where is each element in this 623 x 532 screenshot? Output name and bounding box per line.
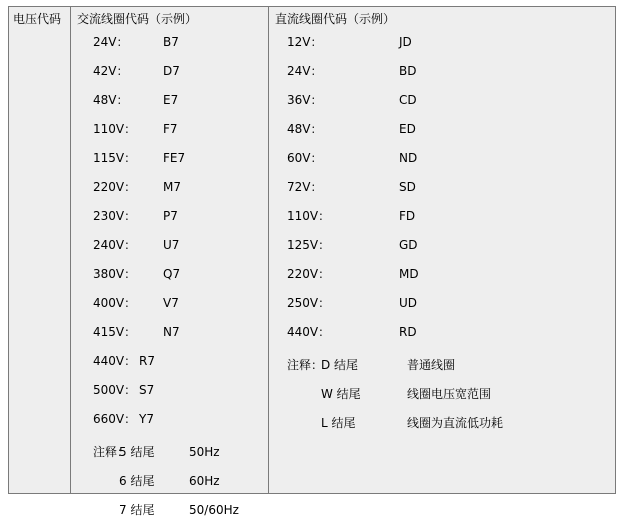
- note-row: [269, 358, 615, 387]
- ac-column-header: 交流线圈代码（示例）: [77, 12, 198, 26]
- dc-code: CD: [399, 93, 417, 107]
- dc-note-key: L 结尾: [321, 416, 356, 430]
- note-row: [71, 474, 268, 503]
- table-row: [71, 412, 268, 441]
- ac-voltage: 400V：: [93, 296, 137, 310]
- table-row: [71, 35, 268, 64]
- table-row: [71, 354, 268, 383]
- table-row: [269, 209, 615, 238]
- dc-code: BD: [399, 64, 417, 78]
- table-row: [269, 325, 615, 354]
- ac-voltage: 110V：: [93, 122, 137, 136]
- table-row: [269, 35, 615, 64]
- ac-note-value: 50/60Hz: [189, 503, 239, 517]
- table-row: [269, 64, 615, 93]
- dc-note-value: 线圈为直流低功耗: [407, 416, 504, 430]
- table-row: [71, 93, 268, 122]
- table-row: [71, 383, 268, 412]
- voltage-column: [9, 7, 71, 493]
- ac-code: P7: [163, 209, 178, 223]
- table-row: [71, 238, 268, 267]
- dc-voltage: 440V：: [287, 325, 331, 339]
- ac-note-key: 6 结尾: [119, 474, 155, 488]
- table-row: [269, 238, 615, 267]
- dc-row-list: [269, 35, 615, 354]
- dc-code: GD: [399, 238, 418, 252]
- dc-note-value: 普通线圈: [407, 358, 456, 372]
- ac-note-key: 7 结尾: [119, 503, 155, 517]
- table-row: [71, 180, 268, 209]
- ac-voltage: 48V：: [93, 93, 129, 107]
- dc-code: FD: [399, 209, 416, 223]
- table-row: [269, 296, 615, 325]
- table-row: [71, 64, 268, 93]
- ac-voltage: 660V：: [93, 412, 137, 426]
- dc-note-key: W 结尾: [321, 387, 361, 401]
- ac-row-list: [71, 35, 268, 441]
- ac-voltage: 500V：: [93, 383, 137, 397]
- dc-voltage: 220V：: [287, 267, 331, 281]
- table-row: [269, 122, 615, 151]
- ac-code: F7: [163, 122, 178, 136]
- dc-voltage: 48V：: [287, 122, 323, 136]
- ac-code: B7: [163, 35, 179, 49]
- dc-note-value: 线圈电压宽范围: [407, 387, 492, 401]
- ac-code: Y7: [139, 412, 154, 426]
- dc-code: SD: [399, 180, 416, 194]
- dc-column-header: 直流线圈代码（示例）: [275, 12, 396, 26]
- coil-code-table: [8, 6, 616, 517]
- ac-code: S7: [139, 383, 155, 397]
- dc-code: MD: [399, 267, 419, 281]
- table-row: [269, 267, 615, 296]
- ac-voltage: 220V：: [93, 180, 137, 194]
- note-row: [71, 445, 268, 474]
- dc-voltage: 250V：: [287, 296, 331, 310]
- table-row: [71, 267, 268, 296]
- dc-coil-column: [269, 7, 615, 493]
- ac-code: M7: [163, 180, 181, 194]
- dc-notes-label: 注释：: [287, 358, 324, 372]
- ac-notes: [71, 445, 268, 532]
- ac-code: Q7: [163, 267, 181, 281]
- table-row: [269, 180, 615, 209]
- note-row: [269, 416, 615, 445]
- dc-code: ED: [399, 122, 416, 136]
- ac-note-key: 5 结尾: [119, 445, 155, 459]
- table-row: [71, 325, 268, 354]
- voltage-column-header: 电压代码: [13, 12, 62, 26]
- ac-voltage: 440V：: [93, 354, 137, 368]
- ac-voltage: 230V：: [93, 209, 137, 223]
- table-row: [71, 209, 268, 238]
- dc-voltage: 72V：: [287, 180, 323, 194]
- table-row: [71, 296, 268, 325]
- dc-voltage: 36V：: [287, 93, 323, 107]
- table-row: [269, 93, 615, 122]
- ac-code: V7: [163, 296, 179, 310]
- ac-voltage: 415V：: [93, 325, 137, 339]
- ac-note-value: 50Hz: [189, 445, 220, 459]
- ac-code: U7: [163, 238, 180, 252]
- dc-voltage: 125V：: [287, 238, 331, 252]
- dc-code: UD: [399, 296, 418, 310]
- ac-code: D7: [163, 64, 180, 78]
- ac-code: E7: [163, 93, 179, 107]
- dc-voltage: 60V：: [287, 151, 323, 165]
- ac-voltage: 240V：: [93, 238, 137, 252]
- dc-code: ND: [399, 151, 418, 165]
- ac-voltage: 380V：: [93, 267, 137, 281]
- dc-voltage: 110V：: [287, 209, 331, 223]
- ac-voltage: 115V：: [93, 151, 137, 165]
- dc-voltage: 12V：: [287, 35, 323, 49]
- ac-voltage: 42V：: [93, 64, 129, 78]
- ac-code: R7: [139, 354, 155, 368]
- dc-note-key: D 结尾: [321, 358, 359, 372]
- table-row: [71, 122, 268, 151]
- dc-code: RD: [399, 325, 417, 339]
- dc-code: JD: [399, 35, 412, 49]
- table-row: [269, 151, 615, 180]
- table-row: [71, 151, 268, 180]
- ac-voltage: 24V：: [93, 35, 129, 49]
- ac-coil-column: [71, 7, 269, 517]
- note-row: [71, 503, 268, 532]
- dc-voltage: 24V：: [287, 64, 323, 78]
- ac-notes-label: 注释：: [93, 445, 130, 459]
- dc-notes: [269, 358, 615, 445]
- ac-code: N7: [163, 325, 180, 339]
- ac-note-value: 60Hz: [189, 474, 220, 488]
- note-row: [269, 387, 615, 416]
- ac-code: FE7: [163, 151, 186, 165]
